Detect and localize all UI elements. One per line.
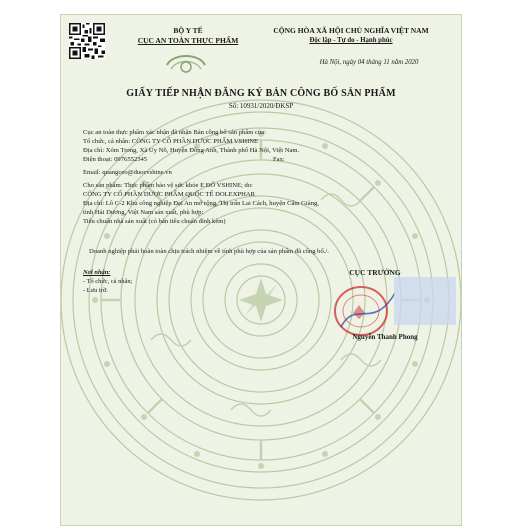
registration-number: Số: 10931/2020/ĐKSP	[228, 102, 294, 110]
country-name: CỘNG HÒA XÃ HỘI CHỦ NGHĨA VIỆT NAM	[273, 26, 429, 35]
recipient-item: - Lưu trữ.	[83, 287, 108, 294]
issue-date: Hà Nội, ngày 04 tháng 11 năm 2020	[319, 59, 419, 66]
certificate-document	[60, 14, 462, 526]
signature-verification-block	[394, 277, 456, 325]
agency-emblem	[163, 51, 209, 77]
agency-name: CỤC AN TOÀN THỰC PHẨM	[137, 36, 239, 45]
manufacturer-line: CÔNG TY CỔ PHẦN DƯỢC PHẨM QUỐC TẾ DOLEXPHAR	[83, 191, 256, 198]
qr-code	[69, 23, 105, 59]
declaration-line: Doanh nghiệp phải hoàn toàn chịu trách nhiệm về tính phù hợp của sản phẩm đã công bố./.	[89, 248, 329, 255]
organization-line: Tổ chức, cá nhân: CÔNG TY CỔ PHẦN DƯỢC PHẨM VSHINE	[83, 138, 259, 145]
document-body	[83, 128, 453, 226]
product-line: Cho sản phẩm: Thực phẩm bảo vệ sức khỏe E ĐÔ VSHINE; do:	[83, 182, 253, 189]
email-line: Email: quangceo@duocvshine.vn	[83, 169, 172, 176]
standard-line: Tiêu chuẩn nhà sản xuất (có bản tiêu chuẩn đính kèm)	[83, 218, 226, 225]
recipients-block	[83, 268, 132, 295]
official-red-stamp	[331, 279, 403, 339]
signer-title: CỤC TRƯỞNG	[349, 268, 401, 277]
signer-name: Nguyễn Thanh Phong	[352, 333, 418, 341]
intro-line: Cục an toàn thực phẩm xác nhận đã nhận Bản công bố sản phẩm của:	[83, 129, 267, 136]
issuing-agency-header	[133, 26, 243, 46]
address-line: Địa chỉ: Xóm Trong, Xã Uy Nỗ, Huyện Đông Anh, Thành phố Hà Nội, Việt Nam.	[83, 147, 300, 154]
ministry-name: BỘ Y TẾ	[173, 26, 203, 35]
recipient-item: - Tổ chức, cá nhân;	[83, 278, 133, 285]
fax-line: Fax:	[273, 156, 285, 163]
national-motto: Độc lập - Tự do - Hạnh phúc	[309, 37, 393, 44]
manufacturer-address-line-2: tỉnh Hải Dương, Việt Nam sản xuất, phù hợp:	[83, 209, 204, 216]
contact-line	[83, 155, 453, 164]
recipients-heading: Nơi nhận:	[83, 269, 111, 276]
document-title: GIẤY TIẾP NHẬN ĐĂNG KÝ BẢN CÔNG BỐ SẢN PHẨM	[126, 88, 396, 99]
manufacturer-address-line-1: Địa chỉ: Lô C-2 Khu công nghiệp Đại An mở rộng, Thị trấn Lai Cách, huyện Cẩm Giàng,	[83, 200, 319, 207]
national-header	[251, 26, 451, 46]
phone-line: Điện thoại: 0976552345	[83, 156, 148, 163]
